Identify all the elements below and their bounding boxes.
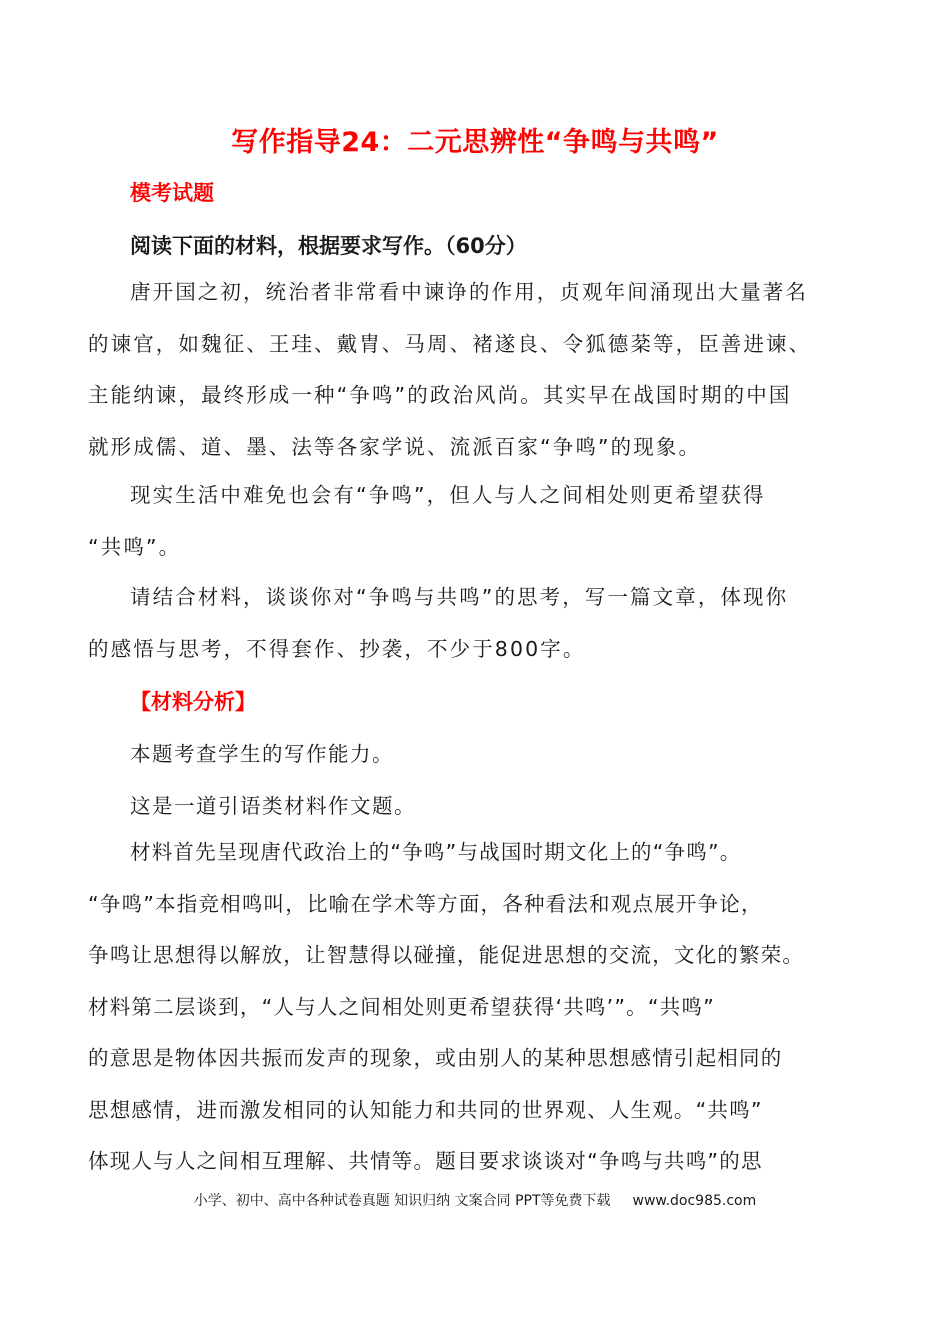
text-line: 材料首先呈现唐代政治上的“争鸣”与战国时期文化上的“争鸣”。 xyxy=(130,840,742,864)
analysis-line-2: 这是一道引语类材料作文题。 xyxy=(130,794,416,818)
page-footer xyxy=(0,1190,950,1210)
material-paragraph-3 xyxy=(88,572,858,675)
text-line: 唐开国之初，统治者非常看中谏诤的作用，贞观年间涌现出大量著名 xyxy=(130,280,808,304)
text-line: 请结合材料，谈谈你对“争鸣与共鸣”的思考，写一篇文章，体现你 xyxy=(130,585,789,609)
text-line: 材料第二层谈到，“人与人之间相处则更希望获得‘共鸣’”。“共鸣” xyxy=(88,994,715,1019)
text-line: 的谏官，如魏征、王珪、戴胄、马周、褚遂良、令狐德棻等，臣善进谏、 xyxy=(88,331,812,356)
text-line: 争鸣让思想得以解放，让智慧得以碰撞，能促进思想的交流，文化的繁荣。 xyxy=(88,943,805,967)
material-paragraph-1 xyxy=(88,267,858,473)
text-line: 就形成儒、道、墨、法等各家学说、流派百家“争鸣”的现象。 xyxy=(88,434,702,459)
analysis-line-1: 本题考查学生的写作能力。 xyxy=(130,742,394,766)
section-heading-exam: 模考试题 xyxy=(130,181,214,205)
writing-instruction: 阅读下面的材料，根据要求写作。（60分） xyxy=(130,234,527,258)
text-line: “争鸣”本指竞相鸣叫，比喻在学术等方面，各种看法和观点展开争论， xyxy=(88,891,763,916)
text-line: “共鸣”。 xyxy=(88,534,182,559)
footer-url-link[interactable]: www.doc985.com xyxy=(632,1193,757,1209)
text-line: 现实生活中难免也会有“争鸣”，但人与人之间相处则更希望获得 xyxy=(130,483,766,507)
text-line: 体现人与人之间相互理解、共情等。题目要求谈谈对“争鸣与共鸣”的思 xyxy=(88,1149,763,1173)
footer-text: 小学、初中、高中各种试卷真题 知识归纳 文案合同 PPT等免费下载 xyxy=(193,1193,611,1209)
text-line: 主能纳谏，最终形成一种“争鸣”的政治风尚。其实早在战国时期的中国 xyxy=(88,383,792,407)
material-paragraph-2 xyxy=(88,470,858,573)
analysis-paragraph xyxy=(88,827,858,1188)
text-line: 思想感情，进而激发相同的认知能力和共同的世界观、人生观。“共鸣” xyxy=(88,1097,763,1122)
text-line: 的感悟与思考，不得套作、抄袭，不少于800字。 xyxy=(88,636,586,661)
text-line: 的意思是物体因共振而发声的现象，或由别人的某种思想感情引起相同的 xyxy=(88,1046,783,1070)
page-title: 写作指导24：二元思辨性“争鸣与共鸣” xyxy=(231,127,719,158)
section-heading-analysis: 【材料分析】 xyxy=(130,690,256,714)
